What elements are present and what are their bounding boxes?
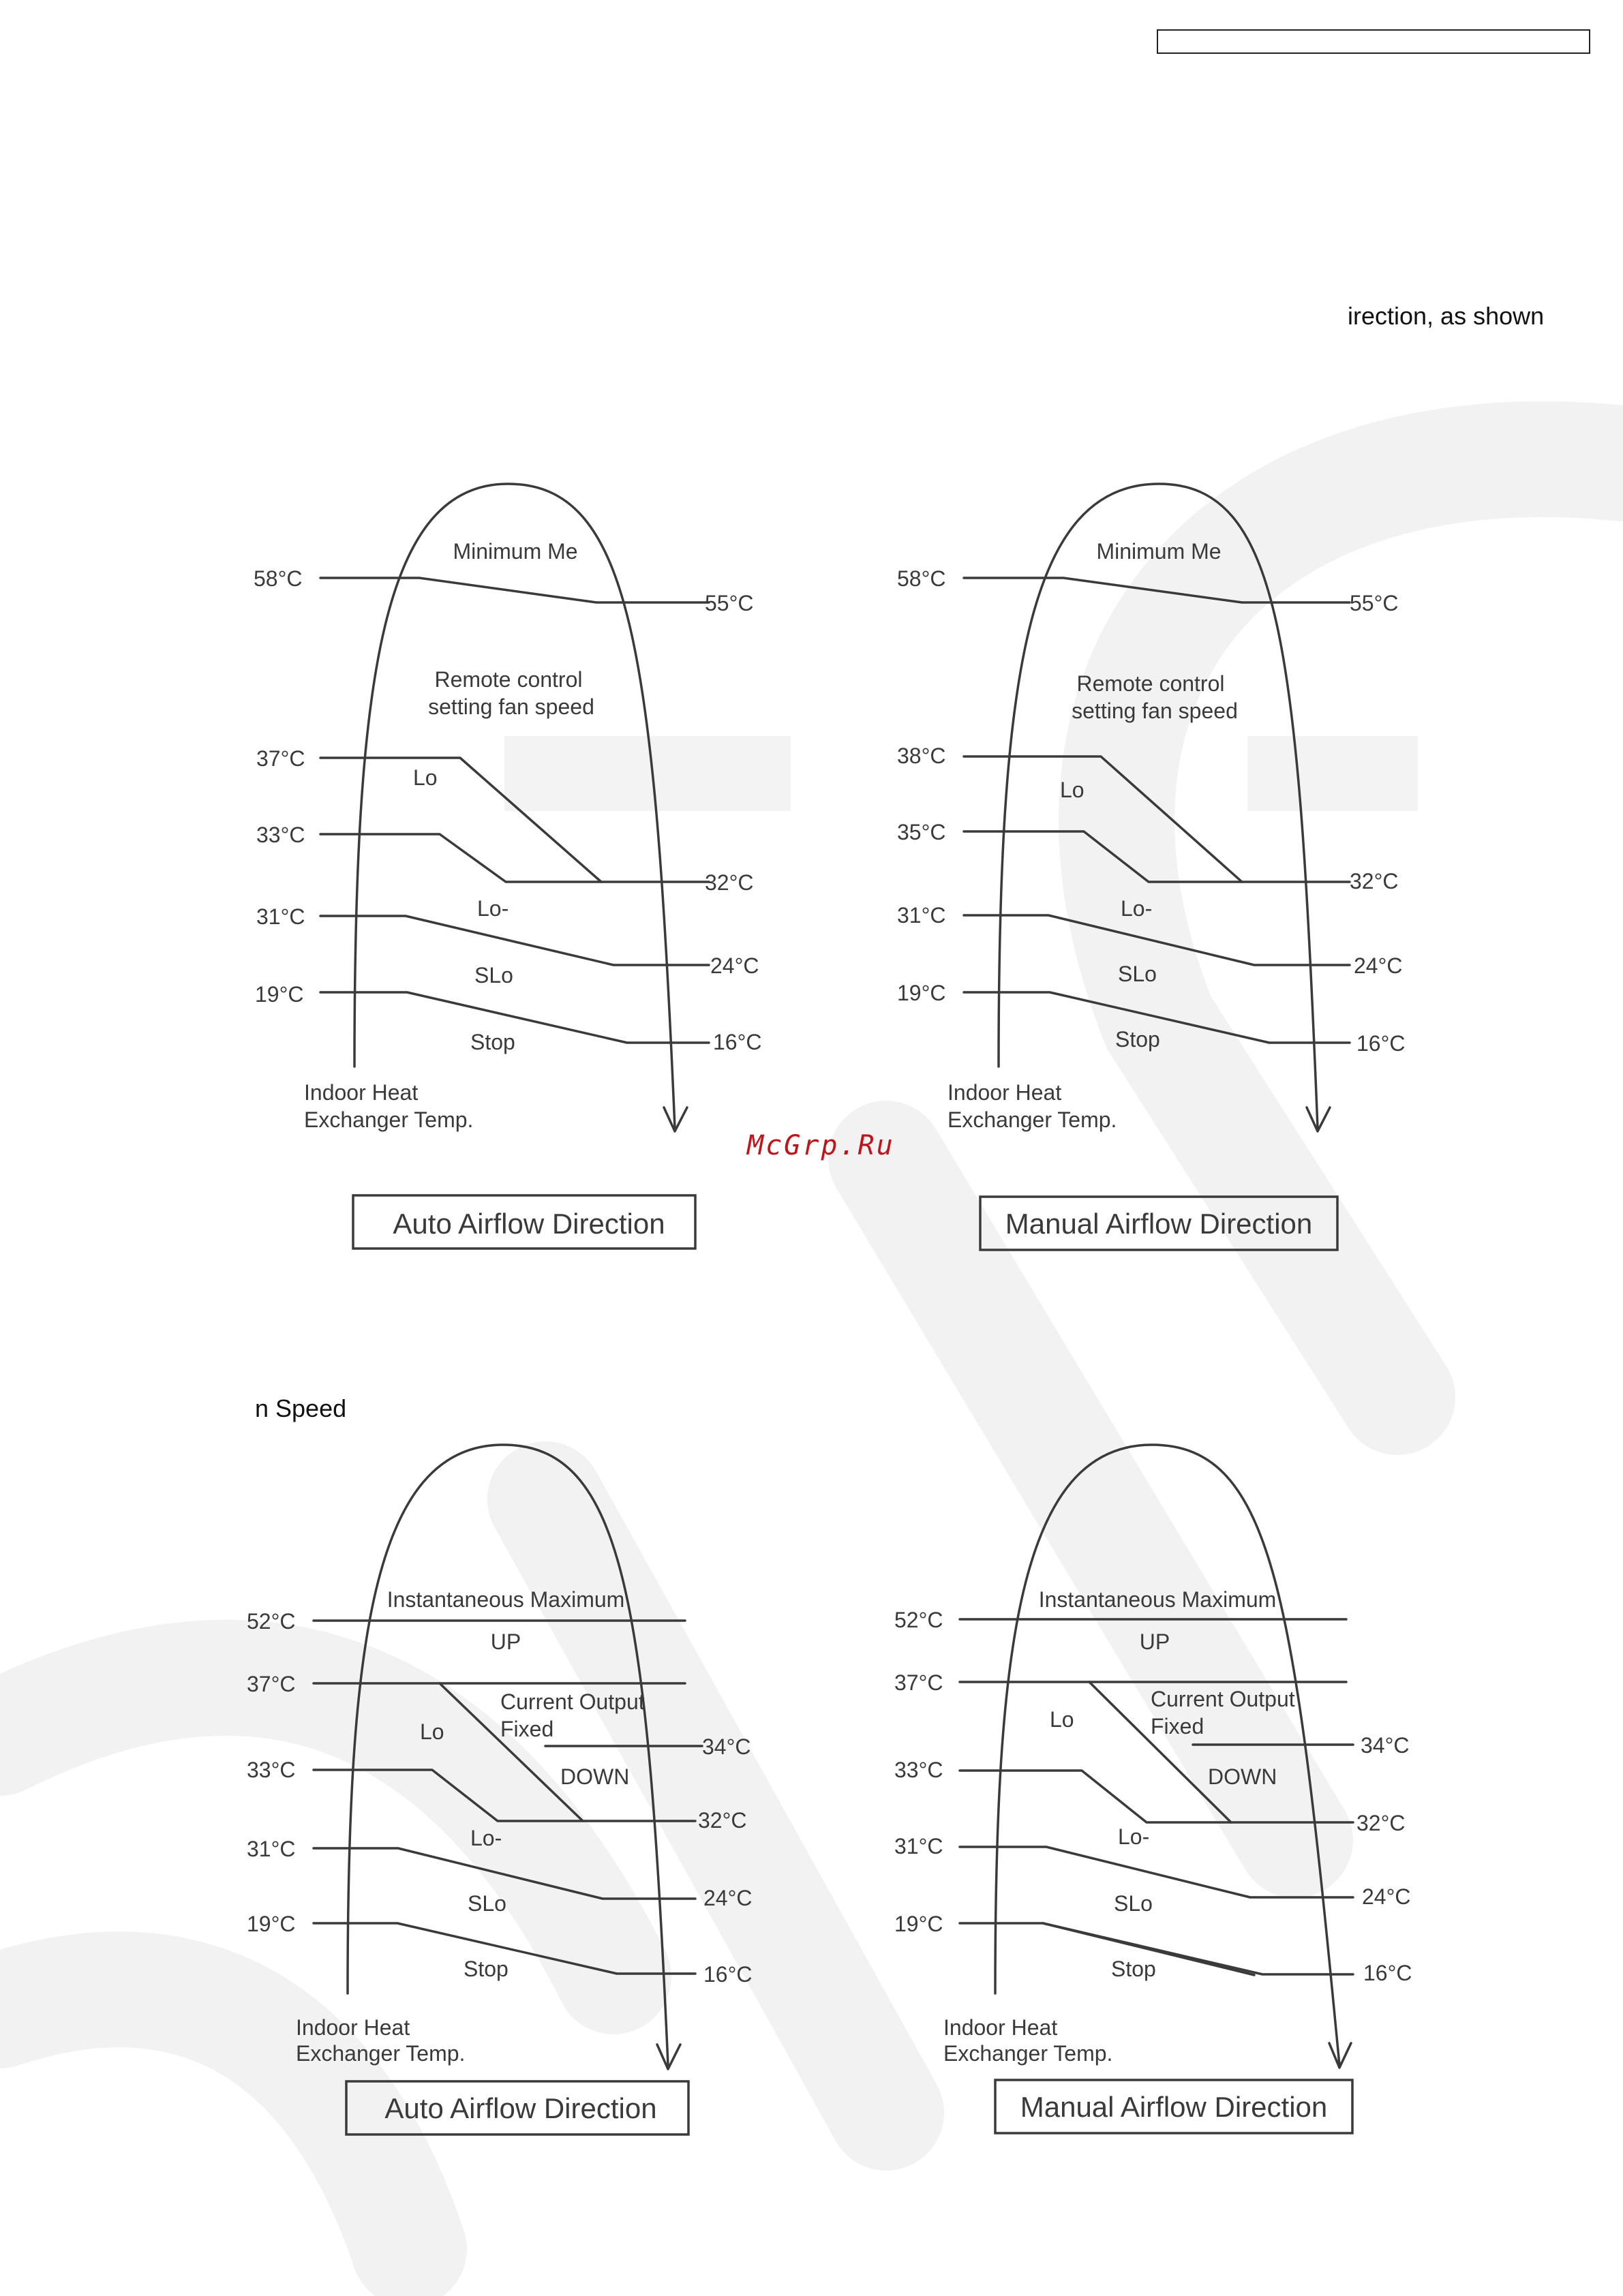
zone-label-slo: SLo (474, 963, 513, 988)
mode-label: Auto Airflow Direction (393, 1208, 665, 1240)
right-temp-label: 16°C (713, 1030, 762, 1054)
downward-arrow-icon (1329, 2043, 1351, 2068)
threshold-line-31-24 (964, 915, 1350, 965)
center-label-line-1: Remote control (1076, 671, 1225, 696)
mode-label: Manual Airflow Direction (1005, 1208, 1313, 1240)
top-zone-label: Minimum Me (1096, 539, 1222, 564)
zone-label-slo: SLo (1118, 962, 1157, 986)
right-temp-label: 32°C (1356, 1811, 1406, 1835)
left-temp-label: 31°C (894, 1834, 943, 1858)
left-temp-label: 52°C (247, 1609, 296, 1634)
right-temp-label: 55°C (1350, 591, 1399, 615)
zone-label-stop: Stop (464, 1957, 509, 1981)
center-label-line-2: setting fan speed (1072, 699, 1238, 723)
right-temp-label: 16°C (1356, 1031, 1406, 1056)
right-temp-label: 24°C (703, 1886, 753, 1910)
left-temp-label: 19°C (255, 982, 304, 1007)
left-temp-label: 33°C (256, 823, 305, 847)
site-watermark-text: McGrp.Ru (747, 1130, 895, 1161)
mode-label: Auto Airflow Direction (384, 2092, 657, 2124)
left-temp-label: 38°C (897, 744, 946, 768)
left-temp-label: 52°C (894, 1608, 943, 1632)
diagram-heating-auto (254, 484, 762, 1249)
zone-label-lo: Lo (420, 1719, 444, 1744)
output-label-line-1: Current Output (500, 1689, 645, 1714)
left-temp-label: 31°C (247, 1837, 296, 1861)
left-temp-label: 33°C (247, 1758, 296, 1782)
zone-label-lo-minus: Lo- (477, 896, 509, 921)
axis-label-line-1: Indoor Heat (296, 2015, 410, 2040)
zone-label-lo: Lo (1060, 778, 1084, 802)
left-temp-label: 31°C (256, 904, 305, 929)
zone-label-stop: Stop (1115, 1027, 1160, 1052)
right-temp-label: 55°C (705, 591, 754, 615)
intro-text-fragment: irection, as shown (1348, 302, 1545, 330)
up-label: UP (1139, 1629, 1170, 1654)
right-temp-label: 32°C (705, 870, 754, 895)
axis-label-line-2: Exchanger Temp. (304, 1107, 474, 1132)
zone-label-stop: Stop (470, 1030, 515, 1054)
left-temp-label: 37°C (247, 1672, 296, 1696)
right-temp-label: 16°C (1363, 1961, 1412, 1985)
right-temp-label: 24°C (710, 953, 759, 978)
left-temp-label: 19°C (897, 981, 946, 1005)
left-temp-label: 37°C (894, 1670, 943, 1695)
output-label-line-1: Current Output (1151, 1687, 1295, 1711)
axis-label-line-1: Indoor Heat (943, 2015, 1058, 2040)
zone-label-lo-minus: Lo- (470, 1826, 502, 1850)
axis-label-line-1: Indoor Heat (304, 1080, 419, 1105)
axis-label-line-2: Exchanger Temp. (296, 2041, 466, 2066)
diagram-cooling-auto (247, 1445, 753, 2134)
center-label-line-2: setting fan speed (428, 694, 594, 719)
output-label-line-2: Fixed (1151, 1714, 1204, 1739)
zone-label-lo-minus: Lo- (1121, 896, 1153, 921)
zone-label-stop: Stop (1111, 1957, 1156, 1981)
threshold-line-19-16 (960, 1923, 1353, 1974)
axis-label-line-2: Exchanger Temp. (947, 1107, 1117, 1132)
down-label: DOWN (1208, 1764, 1277, 1789)
left-temp-label: 35°C (897, 820, 946, 844)
top-zone-label: Instantaneous Maximum (1038, 1587, 1277, 1612)
down-label: DOWN (560, 1764, 630, 1789)
threshold-line-31-24 (320, 916, 709, 965)
zone-label-slo: SLo (468, 1891, 506, 1916)
threshold-line-33-32 (320, 834, 709, 882)
threshold-line-31-24 (960, 1847, 1353, 1897)
left-temp-label: 31°C (897, 903, 946, 928)
zone-label-slo: SLo (1114, 1891, 1153, 1916)
section-heading-fragment: n Speed (255, 1394, 347, 1422)
dome-curve (995, 1445, 1339, 2065)
right-temp-label: 24°C (1362, 1884, 1411, 1909)
diagram-cooling-manual (894, 1445, 1412, 2133)
threshold-line-35-32 (964, 831, 1350, 882)
threshold-line-58-55 (320, 578, 709, 602)
top-zone-label: Minimum Me (453, 539, 578, 564)
zone-label-lo: Lo (1050, 1707, 1074, 1732)
zone-label-lo-minus: Lo- (1118, 1824, 1150, 1849)
mode-label: Manual Airflow Direction (1020, 2091, 1328, 2123)
right-temp-label: 16°C (703, 1962, 753, 1987)
left-temp-label: 58°C (897, 566, 946, 591)
axis-label-line-1: Indoor Heat (947, 1080, 1062, 1105)
right-temp-label: 32°C (698, 1808, 747, 1833)
left-temp-label: 58°C (254, 566, 303, 591)
threshold-line-33-32 (960, 1771, 1353, 1822)
right-temp-label: 34°C (1361, 1733, 1410, 1758)
top-zone-label: Instantaneous Maximum (386, 1587, 625, 1612)
threshold-line-33-32 (314, 1770, 695, 1821)
threshold-line-58-55 (964, 578, 1350, 602)
axis-label-line-2: Exchanger Temp. (943, 2041, 1113, 2066)
zone-label-lo: Lo (413, 765, 438, 790)
left-temp-label: 33°C (894, 1758, 943, 1782)
center-label-line-1: Remote control (434, 667, 583, 692)
diagram-heating-manual (897, 484, 1406, 1250)
right-temp-label: 32°C (1350, 869, 1399, 893)
left-temp-label: 19°C (894, 1912, 943, 1936)
left-temp-label: 37°C (256, 746, 305, 771)
output-label-line-2: Fixed (500, 1717, 554, 1741)
right-temp-label: 24°C (1354, 953, 1403, 978)
up-label: UP (490, 1629, 521, 1654)
right-temp-label: 34°C (702, 1734, 751, 1759)
left-temp-label: 19°C (247, 1912, 296, 1936)
